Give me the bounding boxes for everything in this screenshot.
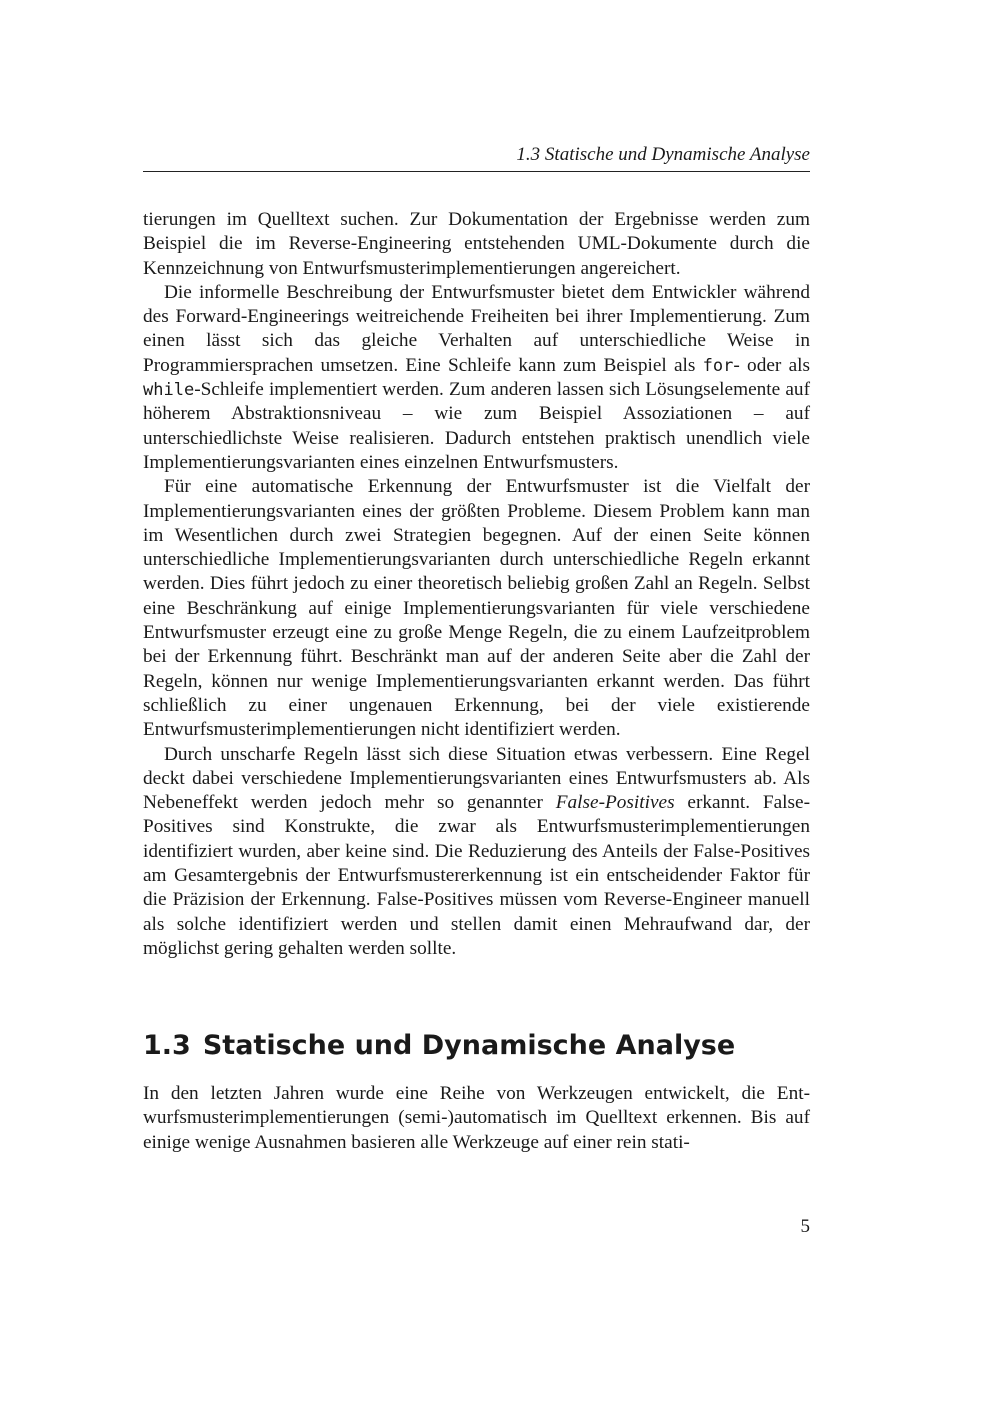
paragraph-2-part-b: - oder als (733, 354, 810, 376)
section-title: Statische und Dynamische Analyse (202, 1030, 736, 1061)
page-number: 5 (800, 1216, 810, 1237)
paragraph-1: tierungen im Quelltext suchen. Zur Dokumentation der Ergebnisse werden zum Beispiel die im Reverse-Engineering entstehenden UML-Dokumente durch die Kennzeichnung von Entwurfsmusterimplementierungen angereichert. (143, 209, 810, 279)
paragraph-2-part-a: Die informelle Beschreibung der Entwurfsmuster bietet dem Entwickler während des Forward-Engineerings weitreichende Freiheiten bei ihrer Implementierung. Zum einen lässt sich das gleiche Verhalten auf unterschiedliche Weise in Programmiersprachen umsetzen. Eine Schleife kann zum Beispiel als (143, 281, 810, 376)
section-body (143, 1082, 810, 1155)
term-false-positives: False-Positives (555, 792, 675, 814)
running-header: 1.3 Statische und Dynamische Analyse (516, 144, 810, 165)
paragraph-2 (143, 281, 810, 475)
code-while: while (143, 380, 195, 401)
paragraph-2-part-c: -Schleife implementiert werden. Zum anderen lassen sich Lösungselemente auf höherem Abstraktionsniveau – wie zum Beispiel Assoziationen – auf unterschiedlichste Weise realisieren. Dadurch entstehen praktisch unendlich viele Implementierungsvarianten eines einzelnen Entwurfsmusters. (143, 379, 810, 473)
body-text (143, 208, 810, 961)
header-rule (143, 171, 810, 172)
paragraph-4-part-a: Durch unscharfe Regeln lässt sich diese Situation etwas verbessern. Eine Regel deckt dabei verschiedene Implementierungsvarianten eines Entwurfsmusters ab. Als Nebeneffekt werden jedoch mehr so genannter (143, 743, 810, 814)
paragraph-4-part-b: erkannt. False-Positives sind Konstrukte, die zwar als Entwurfsmusterimplementierungen identifiziert wurden, aber keine sind. Die Reduzierung des Anteils der False-Positives am Gesamtergebnis der Entwurfsmustererkennung ist ein entscheidender Faktor für die Präzision der Erkennung. False-Positives müssen vom Reverse-Engineer manuell als solche identifiziert werden und stellen damit einen Mehraufwand dar, der möglichst gering gehalten werden sollte. (143, 792, 810, 959)
paragraph-4 (143, 743, 810, 962)
section-heading (143, 1026, 810, 1066)
paragraph-3: Für eine automatische Erkennung der Entwurfsmuster ist die Vielfalt der Implementierungsvarianten eines der größten Probleme. Diesem Problem kann man im Wesentlichen durch zwei Strategien begegnen. Auf der einen Seite können unterschiedliche Implementierungsvarianten durch unterschiedliche Regeln erkannt werden. Dies führt jedoch zu einer theoretisch beliebig großen Zahl an Regeln. Selbst eine Beschränkung auf einige Implementierungsvarianten für viele verschiedene Entwurfsmuster erzeugt eine zu große Menge Regeln, die zu einem Laufzeitproblem bei der Erkennung führt. Beschränkt man auf der anderen Seite aber die Zahl der Regeln, können nur wenige Implementierungsvarianten erkannt werden. Das führt schließlich zu einer ungenauen Erkennung, bei der viele existierende Entwurfsmusterimplementierungen nicht identifiziert werden. (143, 476, 810, 741)
section-number: 1.3 (143, 1030, 191, 1061)
section-paragraph-1: In den letzten Jahren wurde eine Reihe von Werkzeugen entwickelt, die Entwurfsmusterimplementierungen (semi-)automatisch im Quelltext erkennen. Bis auf einige wenige Ausnahmen basieren alle Werkzeuge auf einer rein stati- (143, 1083, 810, 1153)
code-for: for (702, 355, 734, 376)
